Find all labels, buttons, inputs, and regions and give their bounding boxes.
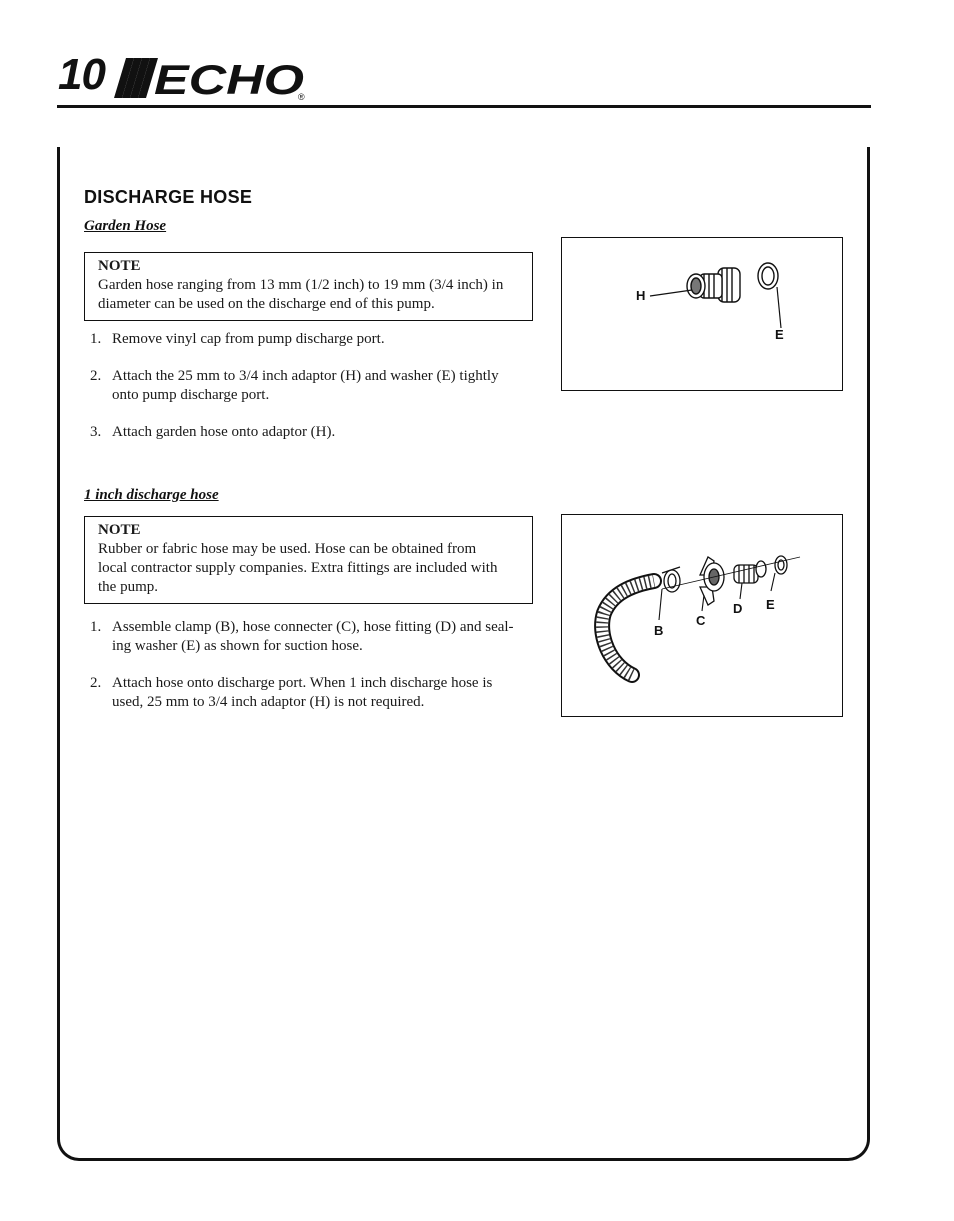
echo-logo <box>112 54 312 102</box>
note-text: Garden hose ranging from 13 mm (1/2 inch) to 19 mm (3/4 inch) in diameter can be used on the discharge end of this pump. <box>98 277 504 312</box>
step-text: Attach garden hose onto adaptor (H). <box>112 424 336 440</box>
step-text: Remove vinyl cap from pump discharge port. <box>112 331 385 347</box>
header-rule <box>57 105 871 108</box>
step-text: Assemble clamp (B), hose connecter (C), hose fitting (D) and seal- ing washer (E) as shown for suction hose. <box>112 619 514 654</box>
page-number: 10 <box>58 50 105 99</box>
callout-e: E <box>766 597 775 612</box>
callout-e: E <box>775 327 784 342</box>
garden-step-1 <box>90 330 535 349</box>
step-number: 3. <box>90 424 102 440</box>
step-number: 2. <box>90 368 102 384</box>
discharge-step-2 <box>90 674 535 712</box>
adaptor-washer-illustration <box>562 238 841 389</box>
step-number: 2. <box>90 675 102 691</box>
step-text: Attach hose onto discharge port. When 1 inch discharge hose is used, 25 mm to 3/4 inch adaptor (H) is not required. <box>112 675 493 710</box>
hose-assembly-illustration <box>562 515 841 715</box>
registered-mark: ® <box>298 92 305 102</box>
garden-step-3 <box>90 423 535 442</box>
discharge-hose-note <box>84 516 533 604</box>
garden-hose-subtitle: Garden Hose <box>84 218 167 234</box>
callout-h: H <box>636 288 646 303</box>
note-text: Rubber or fabric hose may be used. Hose can be obtained from local contractor supply companies. Extra fittings are included with the pump. <box>98 541 498 595</box>
brand-logo-text: ECHO <box>154 56 304 102</box>
discharge-step-1 <box>90 618 535 656</box>
note-heading: NOTE <box>98 258 141 274</box>
callout-b: B <box>654 623 664 638</box>
step-number: 1. <box>90 331 102 347</box>
callout-d: D <box>733 601 743 616</box>
adaptor-figure <box>561 237 843 391</box>
discharge-hose-subtitle: 1 inch discharge hose <box>84 487 219 503</box>
section-title: DISCHARGE HOSE <box>84 187 253 207</box>
callout-c: C <box>696 613 706 628</box>
garden-step-2 <box>90 367 535 405</box>
hose-assembly-figure <box>561 514 843 717</box>
note-heading: NOTE <box>98 522 141 538</box>
step-text: Attach the 25 mm to 3/4 inch adaptor (H) and washer (E) tightly onto pump discharge port. <box>112 368 499 403</box>
garden-hose-note <box>84 252 533 321</box>
step-number: 1. <box>90 619 102 635</box>
